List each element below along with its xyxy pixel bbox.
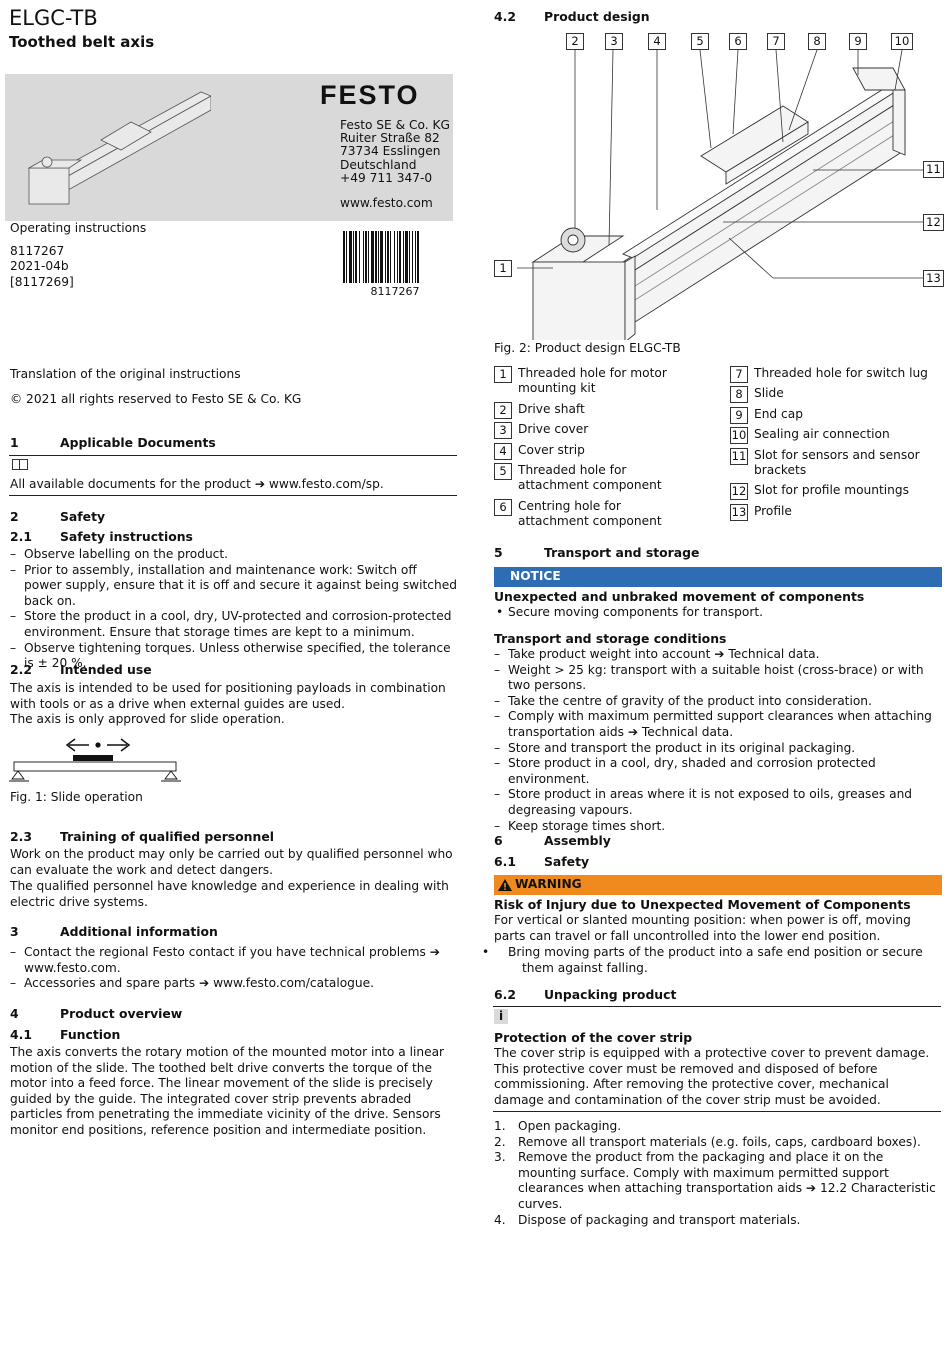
legend-item: 9 End cap	[730, 407, 945, 422]
list-item: 4. Dispose of packaging and transport materials.	[494, 1212, 801, 1227]
divider	[9, 495, 457, 496]
barcode-bar	[397, 231, 398, 283]
notice-banner	[494, 567, 942, 587]
list-item: – Store and transport the product in its original packaging.	[494, 741, 942, 757]
list-item: – Observe tightening torques. Unless otherwise specified, the tolerance is ± 20 %.	[10, 641, 458, 672]
legend-item: 10 Sealing air connection	[731, 427, 890, 443]
divider	[493, 1111, 941, 1112]
section-heading: 2 Safety	[10, 509, 106, 524]
address-line: Deutschland	[340, 157, 417, 172]
legend-item: 4 Cover strip	[494, 443, 714, 458]
barcode-bar	[363, 231, 364, 283]
callout-label: 2	[566, 33, 584, 50]
warning-triangle-icon	[497, 878, 513, 892]
list-item: 2. Remove all transport materials (e.g. foils, caps, cardboard boxes).	[494, 1134, 921, 1149]
figure-caption: Fig. 2: Product design ELGC-TB	[494, 341, 681, 355]
subsection-heading: 2.2 Intended use	[10, 662, 152, 677]
barcode-bar	[387, 231, 389, 283]
address-line: Ruiter Straße 82	[340, 131, 440, 146]
barcode-bar	[378, 231, 379, 283]
cover-panel	[5, 74, 453, 221]
warning-list	[494, 945, 924, 976]
list-item: – Store product in a cool, dry, shaded and corrosion protected environment.	[494, 756, 942, 787]
barcode-bar	[365, 231, 367, 283]
warning-label: WARNING	[515, 877, 582, 891]
barcode-bar	[417, 231, 419, 283]
festo-logo: FESTO	[320, 80, 420, 110]
safety-list	[10, 547, 458, 672]
list-item: – Keep storage times short.	[494, 819, 942, 835]
subsection-heading: 2.3 Training of qualified personnel	[10, 829, 274, 844]
copyright: © 2021 all rights reserved to Festo SE & Co. KG	[10, 392, 302, 406]
doc-type: Operating instructions	[10, 221, 147, 235]
doc-number: 8117267	[10, 243, 65, 258]
legend-item: 2 Drive shaft	[494, 402, 714, 417]
list-item: – Comply with maximum permitted support clearances when attaching transportation aids ➔ Technical data.	[494, 709, 942, 740]
barcode-bar	[343, 231, 345, 283]
callout-label: 5	[691, 33, 709, 50]
legend-item: 7 Threaded hole for switch lug	[730, 366, 945, 381]
transport-list	[494, 647, 942, 834]
section-heading: 1 Applicable Documents	[10, 435, 216, 450]
list-item: – Accessories and spare parts ➔ www.festo.com/catalogue.	[10, 976, 458, 992]
subsection-heading: 6.2 Unpacking product	[494, 987, 677, 1002]
subsection-heading: 4.1 Function	[10, 1027, 121, 1042]
doc-info	[10, 221, 146, 290]
address-line: +49 711 347-0	[340, 170, 433, 185]
barcode-bar	[349, 231, 352, 283]
documents-link-text[interactable]: All available documents for the product ➔ www.festo.com/sp.	[10, 477, 384, 491]
address-block	[340, 119, 450, 185]
barcode-bar	[399, 231, 401, 283]
slide-operation-figure	[9, 733, 181, 785]
section-heading: 6 Assembly	[494, 833, 611, 848]
barcode-bar	[380, 231, 383, 283]
product-subtitle: Toothed belt axis	[9, 33, 155, 51]
list-item: 1. Open packaging.	[494, 1119, 622, 1133]
barcode-bar	[409, 231, 410, 283]
legend-left	[494, 366, 714, 535]
paragraph: The axis is only approved for slide operation.	[10, 712, 285, 726]
divider	[9, 455, 457, 456]
callout-label: 7	[767, 33, 785, 50]
translation-note: Translation of the original instructions	[10, 367, 241, 381]
section-heading: 4 Product overview	[10, 1006, 183, 1021]
legend-right	[730, 366, 945, 524]
list-item: – Take product weight into account ➔ Technical data.	[494, 647, 942, 663]
list-item: – Store product in areas where it is not exposed to oils, greases and degreasing vapours.	[494, 787, 942, 818]
barcode-bar	[390, 231, 391, 283]
legend-item: 11 Slot for sensors and sensor brackets	[731, 447, 920, 478]
address-line: Festo SE & Co. KG	[340, 118, 450, 132]
legend-item: 8 Slide	[730, 386, 945, 401]
barcode-bar	[415, 231, 416, 283]
barcode-bar	[412, 231, 413, 283]
info-list	[10, 945, 458, 992]
barcode-bar	[405, 231, 408, 283]
figure-caption: Fig. 1: Slide operation	[10, 790, 143, 804]
callout-label: 8	[808, 33, 826, 50]
callout-label: 1	[494, 260, 512, 277]
paragraph: For vertical or slanted mounting position: when power is off, moving parts can travel or fall uncontrolled into the lower end position.	[494, 913, 911, 943]
legend-item: 12 Slot for profile mountings	[731, 483, 909, 499]
list-item: – Prior to assembly, installation and maintenance work: Switch off power supply, ensure that it is off and secure it against being switched back on.	[10, 563, 458, 610]
paragraph: The qualified personnel have knowledge and experience in dealing with electric drive systems.	[10, 879, 449, 909]
barcode-bar	[394, 231, 395, 283]
callout-label: 9	[849, 33, 867, 50]
callout-label: 4	[648, 33, 666, 50]
paragraph: Work on the product may only be carried out by qualified personnel who can evaluate the work and detect dangers.	[10, 847, 453, 877]
barcode-bar	[371, 231, 374, 283]
barcode-bar	[403, 231, 404, 283]
list-item: – Observe labelling on the product.	[10, 547, 458, 563]
callout-label: 6	[729, 33, 747, 50]
paragraph: The axis is intended to be used for positioning payloads in combination with tools or as a drive when external guides are used.	[10, 681, 446, 711]
barcode-bar	[353, 231, 354, 283]
notice-title: Unexpected and unbraked movement of components	[494, 589, 865, 604]
legend-item: 13 Profile	[731, 503, 792, 519]
subsection-heading: 2.1 Safety instructions	[10, 529, 193, 544]
callout-label: 12	[923, 214, 944, 231]
legend-item: 3 Drive cover	[494, 422, 714, 437]
doc-version: 2021-04b	[10, 259, 69, 274]
unpacking-steps	[494, 1119, 942, 1228]
warning-banner	[494, 875, 942, 895]
notice-label: NOTICE	[510, 569, 561, 583]
callout-label: 3	[605, 33, 623, 50]
product-title: ELGC-TB	[9, 6, 98, 30]
notice-list	[494, 605, 942, 621]
section-heading: 5 Transport and storage	[494, 545, 700, 560]
barcode-bars	[343, 231, 447, 283]
list-item: • Bring moving parts of the product into a safe end position or secure them against falling.	[494, 945, 924, 976]
subsection-heading: 6.1 Safety	[494, 854, 590, 869]
info-icon: i	[494, 1009, 508, 1024]
legend-item: 1 Threaded hole for motor mounting kit	[494, 366, 714, 397]
conditions-title: Transport and storage conditions	[494, 631, 727, 646]
paragraph: The cover strip is equipped with a protective cover to prevent damage. This protective cover must be removed and disposed of before commissioning. After removing the protective cover, mechanical damage and contamination of the cover strip must be avoided.	[494, 1046, 930, 1107]
barcode-bar	[375, 231, 377, 283]
legend-item: 5 Threaded hole for attachment component	[494, 463, 714, 494]
list-item: – Take the centre of gravity of the product into consideration.	[494, 694, 942, 710]
barcode-bar	[355, 231, 357, 283]
list-item: – Store the product in a cool, dry, UV-protected and corrosion-protected environment. Ensure that storage times are kept to a minimum.	[10, 609, 458, 640]
doc-ref: [8117269]	[10, 274, 74, 289]
info-title: Protection of the cover strip	[494, 1030, 693, 1045]
product-illustration	[21, 82, 211, 217]
address-line: 73734 Esslingen	[340, 144, 441, 159]
subsection-heading: 4.2 Product design	[494, 9, 650, 24]
barcode	[343, 231, 447, 298]
list-item: • Secure moving components for transport.	[494, 605, 942, 621]
product-design-drawing	[493, 30, 945, 340]
barcode-bar	[385, 231, 386, 283]
website-link[interactable]: www.festo.com	[340, 196, 433, 210]
legend-item: 6 Centring hole for attachment component	[494, 499, 714, 530]
list-item: 3. Remove the product from the packaging and place it on the mounting surface. Comply with maximum permitted support clearances when attaching transportation aids ➔ 12.2 Characteristic curves.	[494, 1150, 936, 1211]
list-item: – Contact the regional Festo contact if you have technical problems ➔ www.festo.com.	[10, 945, 458, 976]
callout-label: 13	[923, 270, 944, 287]
section-heading: 3 Additional information	[10, 924, 218, 939]
barcode-text: 8117267	[370, 285, 420, 298]
barcode-bar	[346, 231, 347, 283]
barcode-bar	[368, 231, 369, 283]
list-item: – Weight > 25 kg: transport with a suitable hoist (cross-brace) or with two persons.	[494, 663, 942, 694]
warning-title: Risk of Injury due to Unexpected Movement of Components	[494, 897, 911, 912]
paragraph: The axis converts the rotary motion of the mounted motor into a linear motion of the slide. The toothed belt drive converts the torque of the motor into a feed force. The linear movement of the slide is precisely guided by the guide. The integrated cover strip prevents abraded particles from penetrating the immediate vicinity of the drive. Sensors monitor end positions, reference position and intermediate position.	[10, 1045, 445, 1137]
barcode-bar	[359, 231, 360, 283]
divider	[493, 1006, 941, 1007]
callout-label: 11	[923, 161, 944, 178]
callout-label: 10	[891, 33, 913, 50]
book-icon	[12, 459, 28, 470]
